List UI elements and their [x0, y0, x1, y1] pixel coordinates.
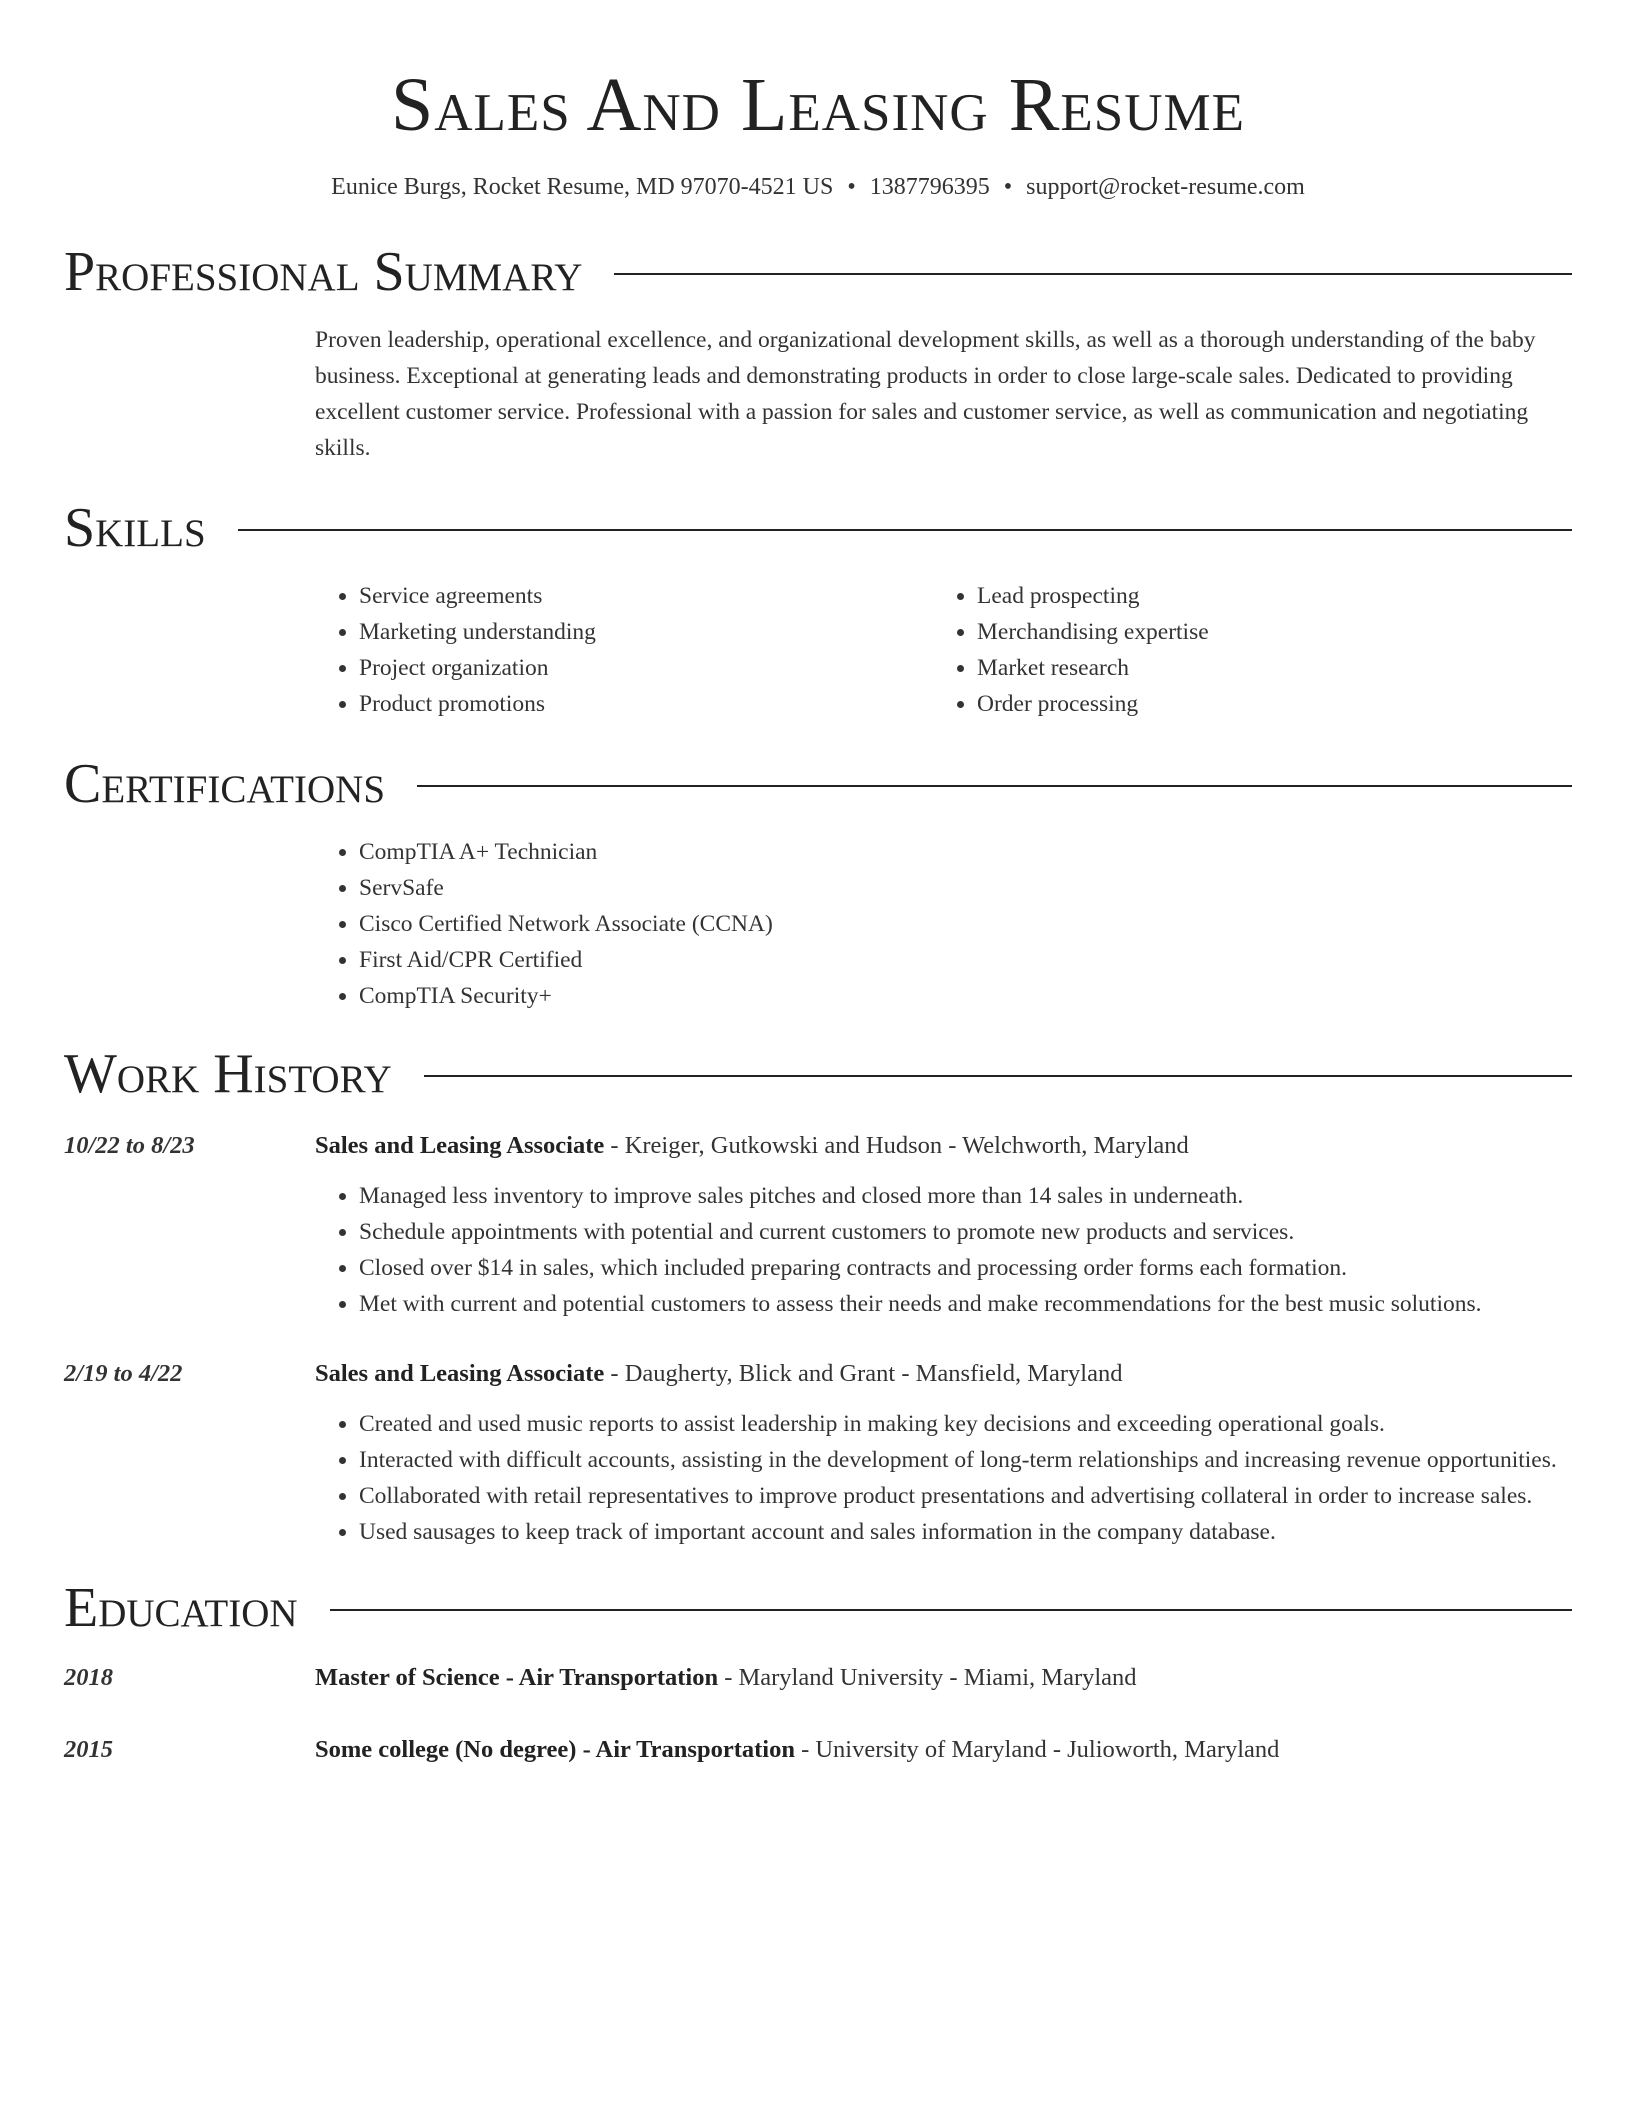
skill-item: • Project organization — [359, 650, 933, 686]
skill-item: • Marketing understanding — [359, 614, 933, 650]
job-dates: 2/19 to 4/22 — [64, 1360, 183, 1387]
education-section-header — [64, 1576, 1572, 1640]
job-duties-list — [315, 1406, 1572, 1550]
certification-item: • Cisco Certified Network Associate (CCNA) — [359, 906, 1572, 942]
skill-item: • Market research — [977, 650, 1551, 686]
job-duties-list — [315, 1178, 1572, 1322]
certifications-heading: Certifications — [64, 753, 386, 815]
certifications-section-header — [64, 752, 1572, 816]
education-school: - Maryland University - Miami, Maryland — [718, 1664, 1137, 1691]
job-title: Sales and Leasing Associate — [315, 1132, 605, 1159]
education-heading-line — [315, 1732, 1279, 1768]
summary-text: Proven leadership, operational excellence, and organizational development skills, as well as a thorough understanding of the baby business. Exceptional at generating leads and demonstrating products in order to close large-scale sales. Dedicated to providing excellent customer service. Professional with a passion for sales and customer service, as well as communication and negotiating skills. — [315, 327, 1536, 461]
summary-heading: Professional Summary — [64, 241, 583, 303]
education-entry — [64, 1660, 1572, 1696]
job-duty: • Used sausages to keep track of important account and sales information in the company database. — [359, 1514, 1572, 1550]
skill-item: • Service agreements — [359, 578, 933, 614]
job-duty: • Created and used music reports to assist leadership in making key decisions and exceeding operational goals. — [359, 1406, 1572, 1442]
skill-item: • Order processing — [977, 686, 1551, 722]
job-heading-line — [315, 1356, 1123, 1392]
section-divider — [424, 1075, 1572, 1077]
contact-line — [64, 172, 1572, 202]
contact-phone: 1387796395 — [869, 174, 990, 200]
job-duty: • Interacted with difficult accounts, assisting in the development of long-term relationships and increasing revenue opportunities. — [359, 1442, 1572, 1478]
skills-grid — [315, 578, 1572, 722]
job-duty: • Schedule appointments with potential and current customers to promote new products and services. — [359, 1214, 1572, 1250]
work-section-header — [64, 1042, 1572, 1106]
skills-heading: Skills — [64, 497, 206, 559]
education-heading-line — [315, 1660, 1137, 1696]
resume-title: Sales And Leasing Resume — [390, 63, 1246, 147]
education-year: 2018 — [64, 1664, 113, 1691]
resume-page — [64, 0, 1572, 1768]
separator-dot: • — [847, 174, 856, 200]
skill-item: • Product promotions — [359, 686, 933, 722]
certification-item: • First Aid/CPR Certified — [359, 942, 1572, 978]
work-heading: Work History — [64, 1043, 392, 1105]
job-employer: - Kreiger, Gutkowski and Hudson - Welchworth, Maryland — [604, 1132, 1189, 1159]
job-employer: - Daugherty, Blick and Grant - Mansfield, Maryland — [604, 1360, 1123, 1387]
job-entry — [64, 1128, 1572, 1322]
contact-email: support@rocket-resume.com — [1026, 174, 1305, 200]
job-duty: • Closed over $14 in sales, which included preparing contracts and processing order forms each formation. — [359, 1250, 1572, 1286]
skills-column-left — [315, 578, 933, 722]
certification-item: • CompTIA Security+ — [359, 978, 1572, 1014]
section-divider — [417, 785, 1572, 787]
certification-item: • CompTIA A+ Technician — [359, 834, 1572, 870]
certifications-block — [315, 834, 1572, 1014]
job-dates: 10/22 to 8/23 — [64, 1132, 195, 1159]
education-entry — [64, 1732, 1572, 1768]
summary-section-header — [64, 240, 1572, 304]
job-header — [64, 1356, 1572, 1392]
job-header — [64, 1128, 1572, 1164]
certification-item: • ServSafe — [359, 870, 1572, 906]
section-divider — [330, 1609, 1572, 1611]
skills-section-header — [64, 496, 1572, 560]
education-school: - University of Maryland - Julioworth, Maryland — [794, 1736, 1280, 1763]
section-divider — [614, 273, 1572, 275]
skills-list-right — [933, 578, 1551, 722]
skill-item: • Lead prospecting — [977, 578, 1551, 614]
education-degree: Master of Science - Air Transportation — [315, 1664, 719, 1691]
section-divider — [238, 529, 1572, 531]
skills-list-left — [315, 578, 933, 722]
contact-address: Eunice Burgs, Rocket Resume, MD 97070-4521 US — [331, 174, 834, 200]
job-entry — [64, 1356, 1572, 1550]
education-year: 2015 — [64, 1736, 113, 1763]
certifications-list — [315, 834, 1572, 1014]
separator-dot: • — [1003, 174, 1013, 200]
job-duty: • Managed less inventory to improve sales pitches and closed more than 14 sales in underneath. — [359, 1178, 1572, 1214]
job-duty: • Met with current and potential customers to assess their needs and make recommendations for the best music solutions. — [359, 1286, 1572, 1322]
education-heading: Education — [64, 1577, 298, 1639]
skill-item: • Merchandising expertise — [977, 614, 1551, 650]
job-title: Sales and Leasing Associate — [315, 1360, 605, 1387]
job-heading-line — [315, 1128, 1189, 1164]
skills-column-right — [933, 578, 1551, 722]
education-degree: Some college (No degree) - Air Transportation — [315, 1736, 795, 1763]
job-duty: • Collaborated with retail representatives to improve product presentations and advertising collateral in order to increase sales. — [359, 1478, 1572, 1514]
